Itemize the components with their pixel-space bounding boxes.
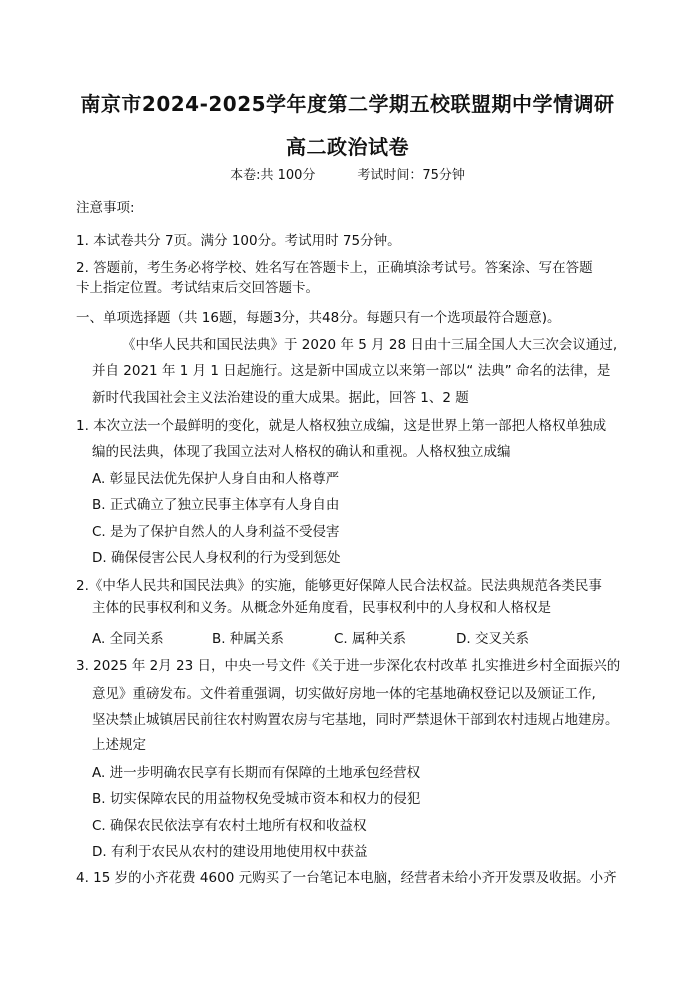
section-heading: 一、单项选择题（共 16题，每题3分，共48分。每题只有一个选项最符合题意)。	[76, 310, 561, 326]
exam-time: 考试时间：75分钟	[357, 168, 465, 183]
note-2-line-2: 卡上指定位置。考试结束后交回答题卡。	[76, 280, 319, 296]
note-1: 1. 本试卷共分 7页。满分 100分。考试用时 75分钟。	[76, 233, 401, 249]
q3-option-d: D. 有利于农民从农村的建设用地使用权中获益	[92, 844, 368, 860]
q3-option-c: C. 确保农民依法享有农村土地所有权和收益权	[92, 818, 367, 834]
note-2-line-1: 2. 答题前，考生务必将学校、姓名写在答题卡上，正确填涂考试号。答案涂、写在答题	[76, 260, 593, 276]
passage-line-1: 《中华人民共和国民法典》于 2020 年 5 月 28 日由十三届全国人大三次会议通过,	[122, 337, 618, 353]
q1-option-a: A. 彰显民法优先保护人身自由和人格尊严	[92, 471, 340, 487]
q4-stem-line-1: 4. 15 岁的小齐花费 4600 元购买了一台笔记本电脑，经营者未给小齐开发票及收据。小齐	[76, 870, 617, 886]
q1-option-c: C. 是为了保护自然人的人身利益不受侵害	[92, 524, 340, 540]
q3-stem-line-2: 意见》重磅发布。文件着重强调，切实做好房地一体的宅基地确权登记以及颁证工作,	[92, 686, 596, 702]
passage-line-2: 并自 2021 年 1 月 1 日起施行。这是新中国成立以来第一部以“ 法典” 命名的法律，是	[92, 363, 611, 379]
exam-meta	[0, 164, 695, 183]
exam-subtitle: 高二政治试卷	[286, 135, 409, 159]
q1-stem-line-1: 1. 本次立法一个最鲜明的变化，就是人格权独立成编，这是世界上第一部把人格权单独成	[76, 418, 607, 434]
q3-option-a: A. 进一步明确农民享有长期而有保障的土地承包经营权	[92, 765, 421, 781]
q2-option-d: D. 交叉关系	[456, 631, 529, 647]
q1-option-d: D. 确保侵害公民人身权利的行为受到惩处	[92, 550, 341, 566]
q2-option-c: C. 属种关系	[334, 631, 407, 647]
q3-option-b: B. 切实保障农民的用益物权免受城市资本和权力的侵犯	[92, 791, 421, 807]
passage-line-3: 新时代我国社会主义法治建设的重大成果。据此，回答 1、2 题	[92, 390, 469, 406]
q3-stem-line-4: 上述规定	[92, 737, 146, 753]
q3-stem-line-3: 坚决禁止城镇居民前往农村购置农房与宅基地，同时严禁退休干部到农村违规占地建房。	[92, 712, 619, 728]
q3-stem-line-1: 3. 2025 年 2月 23 日，中央一号文件《关于进一步深化农村改革 扎实推进乡村全面振兴的	[76, 658, 621, 674]
q2-option-b: B. 种属关系	[212, 631, 284, 647]
total-score: 本卷:共 100分	[230, 168, 316, 183]
q2-stem-line-2: 主体的民事权利和义务。从概念外延角度看，民事权利中的人身权和人格权是	[92, 600, 551, 616]
q1-option-b: B. 正式确立了独立民事主体享有人身自由	[92, 497, 340, 513]
exam-title: 南京市2024-2025学年度第二学期五校联盟期中学情调研	[80, 92, 615, 116]
q2-stem-line-1: 2.《中华人民共和国民法典》的实施，能够更好保障人民合法权益。民法典规范各类民事	[76, 578, 602, 594]
q2-option-a: A. 全同关系	[92, 631, 164, 647]
q1-stem-line-2: 编的民法典，体现了我国立法对人格权的确认和重视。人格权独立成编	[92, 444, 511, 460]
notes-heading: 注意事项:	[76, 200, 135, 216]
